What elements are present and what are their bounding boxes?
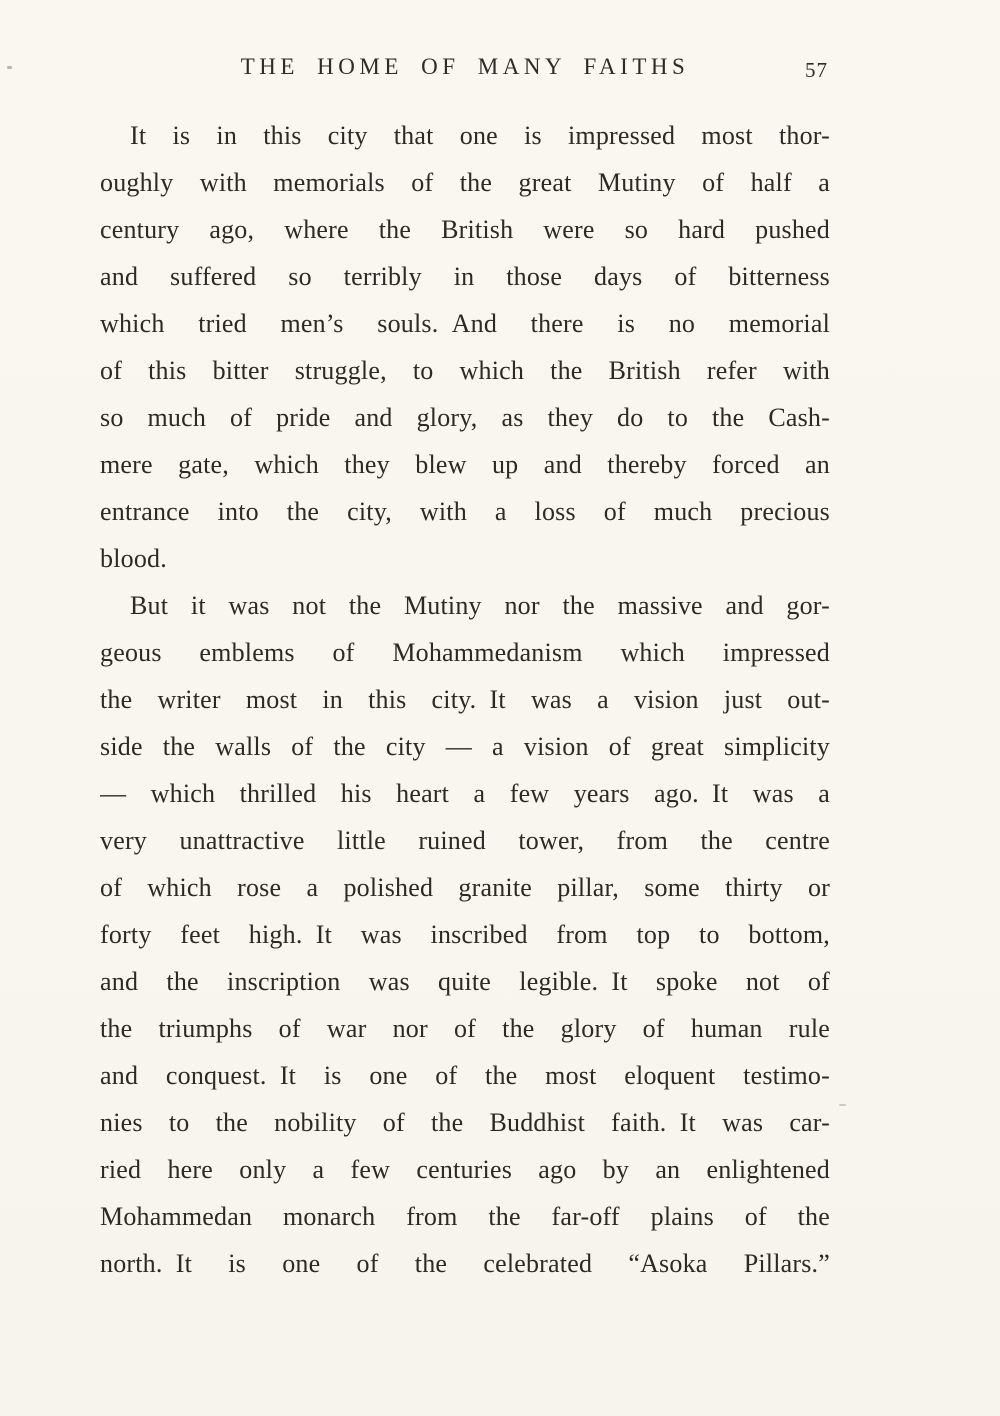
text-line: north. It is one of the celebrated “Asoka Pillars.” [100, 1249, 830, 1278]
page-content [100, 0, 830, 1287]
text-line: and conquest. It is one of the most eloquent testimo- [100, 1061, 830, 1090]
text-line: entrance into the city, with a loss of much precious [100, 497, 830, 526]
text-line: and the inscription was quite legible. It spoke not of [100, 967, 830, 996]
scan-artifact [839, 1104, 846, 1106]
text-line: century ago, where the British were so hard pushed [100, 215, 830, 244]
text-line: of this bitter struggle, to which the British refer with [100, 356, 830, 385]
text-line: — which thrilled his heart a few years ago. It was a [100, 779, 830, 808]
text-line: It is in this city that one is impressed most thor- [130, 121, 830, 150]
text-line: ried here only a few centuries ago by an enlightened [100, 1155, 830, 1184]
text-line: nies to the nobility of the Buddhist faith. It was car- [100, 1108, 830, 1137]
text-line: But it was not the Mutiny nor the massive and gor- [130, 591, 830, 620]
text-line: forty feet high. It was inscribed from top to bottom, [100, 920, 830, 949]
text-line: the writer most in this city. It was a vision just out- [100, 685, 830, 714]
text-line: mere gate, which they blew up and thereby forced an [100, 450, 830, 479]
text-line: the triumphs of war nor of the glory of human rule [100, 1014, 830, 1043]
text-line: oughly with memorials of the great Mutiny of half a [100, 168, 830, 197]
page-number: 57 [805, 58, 828, 82]
text-line: side the walls of the city — a vision of great simplicity [100, 732, 830, 761]
paragraph [100, 112, 830, 582]
scan-artifact [7, 66, 12, 69]
text-line: so much of pride and glory, as they do to the Cash- [100, 403, 830, 432]
text-line: blood. [100, 544, 167, 573]
running-title: THE HOME OF MANY FAITHS [240, 54, 690, 79]
paragraph [100, 582, 830, 1287]
text-line: which tried men’s souls. And there is no memorial [100, 309, 830, 338]
text-line: and suffered so terribly in those days of bitterness [100, 262, 830, 291]
page-body [100, 112, 830, 1287]
text-line: geous emblems of Mohammedanism which impressed [100, 638, 830, 667]
running-header [100, 54, 830, 88]
text-line: of which rose a polished granite pillar, some thirty or [100, 873, 830, 902]
text-line: very unattractive little ruined tower, from the centre [100, 826, 830, 855]
text-line: Mohammedan monarch from the far-off plains of the [100, 1202, 830, 1231]
